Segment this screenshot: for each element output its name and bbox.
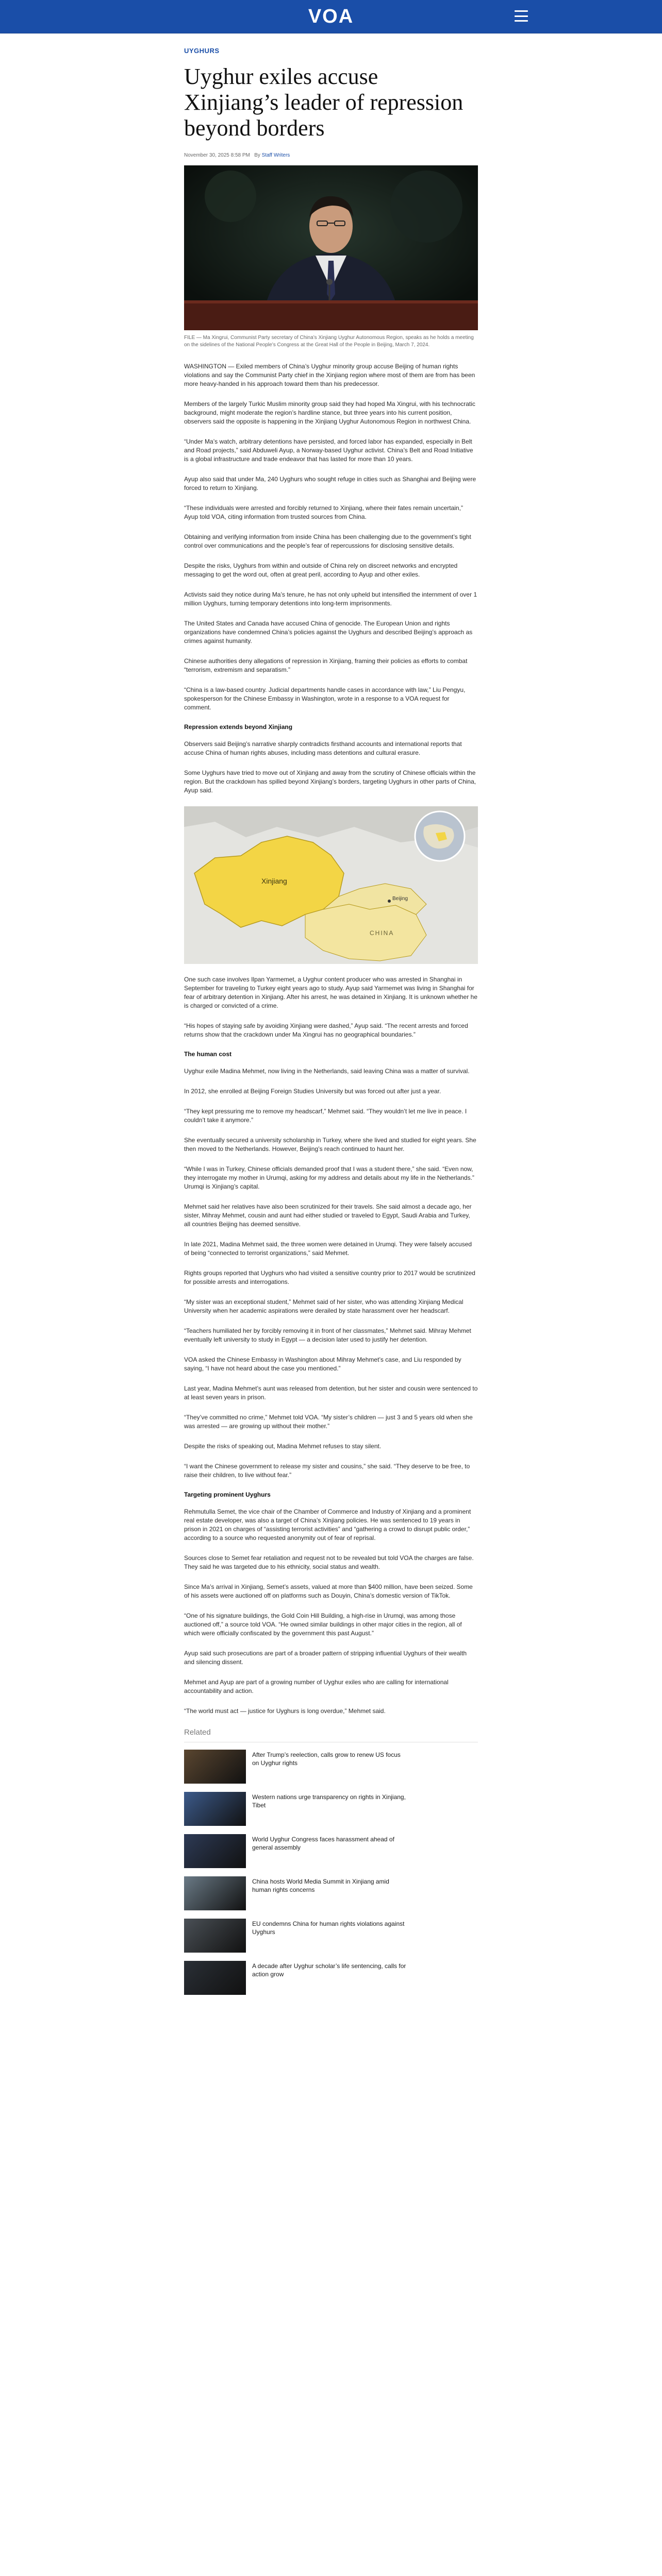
related-item[interactable]	[184, 1876, 478, 1910]
byline-prefix: By	[254, 152, 260, 158]
article-paragraph: The United States and Canada have accused China of genocide. The European Union and rights organizations have condemned China’s policies against the Uyghurs and described Beijing’s approach as crimes against humanity.	[184, 620, 473, 645]
xinjiang-map	[184, 806, 478, 964]
photo-caption: FILE — Ma Xingrui, Communist Party secretary of China’s Xinjiang Uyghur Autonomous Region, speaks as he holds a meeting on the sidelines of the National People’s Congress at the Great Hall of the People in Beijing, March 7, 2024.	[184, 335, 474, 348]
related-thumbnail[interactable]	[184, 1919, 246, 1953]
article-title: Uyghur exiles accuse Xinjiang’s leader of repression beyond borders	[184, 64, 464, 141]
related-thumbnail[interactable]	[184, 1792, 246, 1826]
article-paragraph: Some Uyghurs have tried to move out of Xinjiang and away from the scrutiny of Chinese officials within the region. But the crackdown has spilled beyond Xinjiang’s borders, targeting Uyghurs in other parts of China, Ayup said.	[184, 769, 476, 794]
article-paragraph: Ayup said such prosecutions are part of a broader pattern of stripping influential Uyghurs of their wealth and silencing dissent.	[184, 1650, 467, 1666]
related-section	[184, 1728, 478, 1995]
article-paragraph: She eventually secured a university scholarship in Turkey, where she lived and studied for eight years. She then moved to the Netherlands. However, Beijing’s reach continued to haunt her.	[184, 1137, 476, 1153]
article-paragraph: “These individuals were arrested and forcibly returned to Xinjiang, where their fates remain uncertain,” Ayup told VOA, citing information from trusted sources from China.	[184, 504, 463, 520]
lead-photo	[184, 165, 478, 330]
related-thumbnail[interactable]	[184, 1961, 246, 1995]
article-paragraph: Despite the risks, Uyghurs from within and outside of China rely on discreet networks and encrypted messaging to get the word out, often at great peril, according to Ayup and other exiles.	[184, 562, 458, 578]
related-thumbnail[interactable]	[184, 1876, 246, 1910]
paragraph-group-b	[184, 740, 478, 795]
related-item[interactable]	[184, 1961, 478, 1995]
related-item[interactable]	[184, 1834, 478, 1868]
related-thumbnail[interactable]	[184, 1834, 246, 1868]
article-paragraph: Despite the risks of speaking out, Madina Mehmet refuses to stay silent.	[184, 1443, 382, 1450]
article-paragraph: Mehmet said her relatives have also been scrutinized for their travels. She said almost a decade ago, her sister, Mihray Mehmet, cousin and aunt had either studied or traveled to Egypt, Saudi Arabia and Turkey, all countries Beijing has deemed sensitive.	[184, 1203, 472, 1228]
site-header	[0, 0, 662, 33]
related-title[interactable]: EU condemns China for human rights violations against Uyghurs	[252, 1920, 405, 1936]
article-paragraph: “His hopes of staying safe by avoiding Xinjiang were dashed,” Ayup said. “The recent arrests and forced returns show that the crackdown under Ma Xingrui has no geographical boundaries.”	[184, 1022, 468, 1038]
article-paragraph: “The world must act — justice for Uyghurs is long overdue,” Mehmet said.	[184, 1707, 386, 1715]
related-item[interactable]	[184, 1792, 478, 1826]
article-paragraph: Chinese authorities deny allegations of repression in Xinjiang, framing their policies as efforts to combat “terrorism, extremism and separatism.”	[184, 657, 468, 673]
related-thumbnail[interactable]	[184, 1750, 246, 1784]
article-paragraph: Rights groups reported that Uyghurs who had visited a sensitive country prior to 2017 would be scrutinized for possible arrests and interrogations.	[184, 1269, 475, 1285]
article-paragraph: Observers said Beijing’s narrative sharply contradicts firsthand accounts and international reports that accuse China of human rights abuses, including mass detentions and cultural erasure.	[184, 740, 462, 756]
related-title[interactable]: World Uyghur Congress faces harassment ahead of general assembly	[252, 1836, 394, 1851]
article-paragraph: Mehmet and Ayup are part of a growing number of Uyghur exiles who are calling for international accountability and action.	[184, 1679, 449, 1694]
article-paragraph: WASHINGTON — Exiled members of China’s Uyghur minority group accuse Beijing of human rights violations and say the Communist Party chief in the Xinjiang region where most of them are from has been more heavy-handed in his approach toward them than his predecessor.	[184, 363, 475, 387]
article-paragraph: In 2012, she enrolled at Beijing Foreign Studies University but was forced out after just a year.	[184, 1088, 441, 1095]
article-paragraph: Rehmutulla Semet, the vice chair of the Chamber of Commerce and Industry of Xinjiang and a prominent real estate developer, was also a target of China’s Xinjiang policies. He was sentenced to 19 years in prison in 2021 on charges of “assisting terrorist activities” and “gathering a crowd to disrupt public order,” according to a source who requested anonymity out of fear of reprisal.	[184, 1508, 471, 1541]
related-title[interactable]: A decade after Uyghur scholar’s life sentencing, calls for action grow	[252, 1962, 406, 1978]
related-label: Related	[184, 1728, 478, 1742]
article-body	[184, 362, 478, 1716]
article-paragraph: VOA asked the Chinese Embassy in Washington about Mihray Mehmet’s case, and Liu responded by saying, “I have not heard about the case you mentioned.”	[184, 1356, 461, 1372]
subheading-repression: Repression extends beyond Xinjiang	[184, 723, 293, 731]
paragraph-group-d	[184, 1067, 478, 1480]
article-paragraph: “While I was in Turkey, Chinese officials demanded proof that I was a student there,” she said. “Even now, they interrogate my mother in Urumqi, asking for my address and details about my life in the Netherlands.” Urumqi is Xinjiang’s capital.	[184, 1165, 474, 1190]
related-list	[184, 1750, 478, 1995]
lead-photo-illustration	[184, 165, 478, 330]
article-container	[184, 33, 478, 1995]
article-paragraph: “Under Ma’s watch, arbitrary detentions have persisted, and forced labor has expanded, especially in Belt and Road projects,” said Abduweli Ayup, a Norway-based Uyghur activist. China’s Belt and Road Initiative is a global infrastructure and trade endeavor that has lasted for more than 10 years.	[184, 438, 473, 463]
byline	[184, 152, 478, 158]
publish-date: November 30, 2025 8:58 PM	[184, 152, 250, 158]
article-paragraph: Since Ma’s arrival in Xinjiang, Semet’s assets, valued at more than $400 million, have been seized. Some of his assets were auctioned off on platforms such as Douyin, China’s domestic version of TikTok.	[184, 1583, 473, 1599]
related-title[interactable]: Western nations urge transparency on rights in Xinjiang, Tibet	[252, 1793, 406, 1809]
article-paragraph: Uyghur exile Madina Mehmet, now living in the Netherlands, said leaving China was a matter of survival.	[184, 1067, 470, 1075]
article-paragraph: Sources close to Semet fear retaliation and request not to be revealed but told VOA the charges are false. They said he was targeted due to his ethnicity, social status and wealth.	[184, 1554, 474, 1570]
related-title[interactable]: After Trump’s reelection, calls grow to renew US focus on Uyghur rights	[252, 1751, 401, 1767]
article-paragraph: Obtaining and verifying information from inside China has been challenging due to the government’s tight control over communications and the people’s fear of repercussions for disclosing sensitive details.	[184, 533, 471, 549]
related-title[interactable]: China hosts World Media Summit in Xinjiang amid human rights concerns	[252, 1878, 389, 1893]
map-label-xinjiang: Xinjiang	[261, 877, 287, 885]
article-paragraph: In late 2021, Madina Mehmet said, the three women were detained in Urumqi. They were falsely accused of being “connected to terrorist organizations,” said Mehmet.	[184, 1241, 472, 1257]
article-paragraph: Members of the largely Turkic Muslim minority group said they had hoped Ma Xingrui, with his technocratic background, might moderate the region’s hardline stance, but three years into his current position, observers said the opposite is happening in the Xinjiang Uyghur Autonomous Region in northwest China.	[184, 400, 475, 425]
author-link[interactable]: Staff Writers	[261, 152, 290, 158]
article-paragraph: “They kept pressuring me to remove my headscarf,” Mehmet said. “They wouldn’t let me live in peace. I couldn’t take it anymore.”	[184, 1108, 467, 1124]
paragraph-group-a	[184, 362, 478, 712]
hamburger-menu-icon[interactable]	[515, 10, 528, 22]
section-label[interactable]: UYGHURS	[184, 47, 220, 55]
map-label-beijing: Beijing	[392, 896, 408, 902]
article-paragraph: Activists said they notice during Ma’s tenure, he has not only upheld but intensified the internment of over 1 million Uyghurs, turning temporary detentions into long-term imprisonments.	[184, 591, 477, 607]
subheading-prominent: Targeting prominent Uyghurs	[184, 1491, 271, 1498]
paragraph-group-c	[184, 975, 478, 1039]
article-paragraph: Last year, Madina Mehmet’s aunt was released from detention, but her sister and cousin were sentenced to at least seven years in prison.	[184, 1385, 478, 1401]
article-paragraph: “One of his signature buildings, the Gold Coin Hill Building, a high-rise in Urumqi, was among those auctioned off,” a source told VOA. “He owned similar buildings in other major cities in the region, all of which were officially confiscated by the government this past August.”	[184, 1612, 462, 1637]
article-paragraph: “My sister was an exceptional student,” Mehmet said of her sister, who was attending Xinjiang Medical University when her academic aspirations were derailed by state harassment over her headscarf.	[184, 1298, 464, 1314]
article-paragraph: “China is a law-based country. Judicial departments handle cases in accordance with law,” Liu Pengyu, spokesperson for the Chinese Embassy in Washington, wrote in a response to a VOA request for comment.	[184, 686, 466, 711]
article-paragraph: Ayup also said that under Ma, 240 Uyghurs who sought refuge in cities such as Shanghai and Beijing were forced to return to Xinjiang.	[184, 476, 476, 492]
subheading-human-cost: The human cost	[184, 1050, 232, 1058]
related-item[interactable]	[184, 1919, 478, 1953]
voa-logo[interactable]: VOA	[308, 5, 354, 27]
paragraph-group-e	[184, 1507, 478, 1716]
map-illustration	[184, 806, 478, 964]
article-paragraph: One such case involves Ilpan Yarmemet, a Uyghur content producer who was arrested in Shanghai in September for traveling to Turkey eight years ago to study. Ayup said Yarmemet was living in Shanghai for fear of arbitrary detention in Xinjiang. After his arrest, he was detained in Xinjiang. It is unknown whether he is charged or convicted of a crime.	[184, 976, 477, 1009]
map-label-china: CHINA	[370, 929, 394, 937]
article-paragraph: “They’ve committed no crime,” Mehmet told VOA. “My sister’s children — just 3 and 5 years old when she was arrested — are growing up without their mother.”	[184, 1414, 473, 1430]
article-paragraph: “Teachers humiliated her by forcibly removing it in front of her classmates,” Mehmet said. Mihray Mehmet eventually left university to study in Egypt — a decision later used to justify her detention.	[184, 1327, 471, 1343]
related-item[interactable]	[184, 1750, 478, 1784]
article-paragraph: “I want the Chinese government to release my sister and cousins,” she said. “They deserve to be free, to raise their children, to live without fear.”	[184, 1463, 470, 1479]
